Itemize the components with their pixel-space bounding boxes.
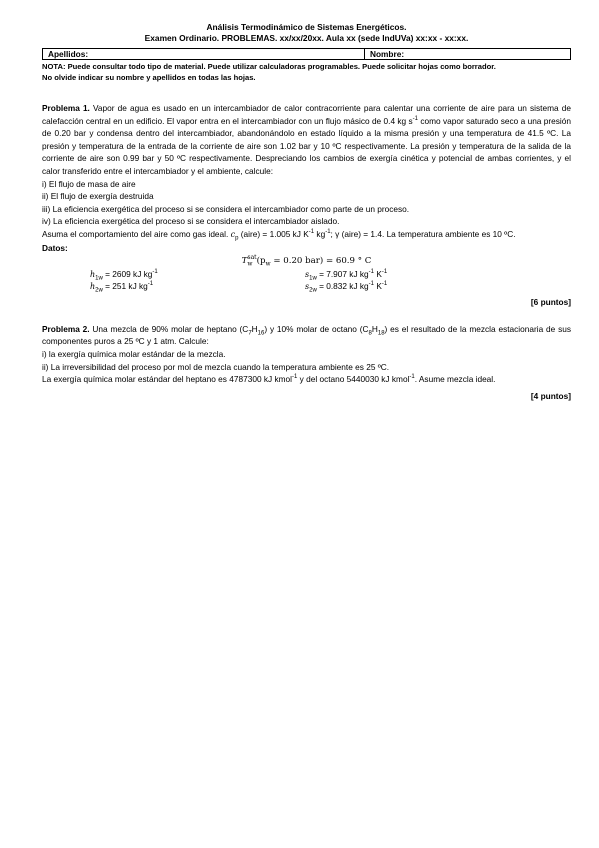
eq-sub: w xyxy=(247,260,253,268)
s1-sup-1: -1 xyxy=(368,269,375,276)
data-row-1 xyxy=(42,268,571,280)
cp-symbol: c xyxy=(230,229,236,239)
p2-final-sup-a: -1 xyxy=(291,374,298,381)
problem-1-sup: -1 xyxy=(412,115,419,122)
p2-sub: 7 xyxy=(248,330,252,337)
air-text-d: ; γ (aire) = 1.4. La temperatura ambiente es 10 ºC. xyxy=(330,228,516,239)
problem-1-points: [6 puntos] xyxy=(530,297,571,308)
problem-1-text-2: como vapor saturado seco a una presión de 0.20 bar y condensa dentro del intercambiador, abandonándolo en estado líquido a la misma presión y una temperatura de 41.5 ºC. La presión y temperatura de la entrada de la corriente de aire son 1.02 bar y 10 ºC respectivamente. La presión y temperatura de la salida de la corriente de aire son 0.99 bar y 50 ºC respectivamente. Despreciando los cambios de exergía cinética y potencial de ambas corrientes, y el calor transferido entre el intercambiador y el ambiente, calcule: xyxy=(42,115,571,176)
eq-rhs: (p xyxy=(256,256,266,267)
problem-1-item: ii) El flujo de exergía destruida xyxy=(42,191,154,202)
air-text-a: Asuma el comportamiento del aire como gas ideal. xyxy=(42,228,231,239)
air-properties xyxy=(42,228,571,242)
h1-val: = 2609 kJ kg xyxy=(102,269,153,280)
p2-t1: Una mezcla de 90% molar de heptano (C xyxy=(89,323,249,334)
p2-final-a: La exergía química molar estándar del heptano es 4787300 kJ kmol xyxy=(42,374,292,385)
datos-label: Datos: xyxy=(42,242,68,253)
nombre-field[interactable] xyxy=(365,49,571,60)
student-id-table xyxy=(42,48,571,60)
p2-t2: ) y 10% molar de octano (C xyxy=(264,323,369,334)
h1-sub: 1w xyxy=(95,275,103,282)
p2-sub: 8 xyxy=(368,330,372,337)
h2w-value xyxy=(90,280,153,294)
s2w-value xyxy=(305,280,387,294)
h2-val: = 251 kJ kg xyxy=(102,281,148,292)
eq-rhs-sub: w xyxy=(265,260,271,268)
h-symbol: h xyxy=(90,270,96,280)
h1-sup: -1 xyxy=(152,269,158,276)
h-symbol: h xyxy=(90,282,96,292)
air-text-c: kg xyxy=(314,228,326,239)
problem-1 xyxy=(42,102,571,309)
exam-subtitle: Examen Ordinario. PROBLEMAS. xx/xx/20xx. Aula xx (sede IndUVa) xx:xx - xx:xx. xyxy=(144,33,469,43)
problem-2-statement xyxy=(42,323,571,348)
problem-1-label: Problema 1. xyxy=(42,103,90,113)
p2-final-sup-b: -1 xyxy=(409,374,415,381)
s1-sub: 1w xyxy=(309,275,317,282)
data-row-2 xyxy=(42,280,571,292)
s2-sup-1: -1 xyxy=(368,281,375,288)
s1-sup-2: -1 xyxy=(381,269,388,276)
s1-val-2: K xyxy=(374,269,382,280)
problem-2-final xyxy=(42,373,571,386)
apellidos-label: Apellidos: xyxy=(48,49,89,59)
s-symbol: s xyxy=(305,270,310,280)
problem-2-item: i) la exergía química molar estándar de la mezcla. xyxy=(42,348,226,359)
p2-sub: 18 xyxy=(377,330,385,337)
nombre-label: Nombre: xyxy=(370,49,405,59)
problem-1-statement xyxy=(42,102,571,178)
eq-t: T xyxy=(241,256,248,267)
p2-t3: ) es el resultado de la mezcla estacionaria de sus componentes puros a 25 ºC y 1 atm. Calcule: xyxy=(42,323,572,347)
problem-1-item: iii) La eficiencia exergética del proceso si se considera el intercambiador como parte de un proceso. xyxy=(42,203,410,214)
problem-1-item: iv) La eficiencia exergética del proceso si se considera el intercambiador aislado. xyxy=(42,216,340,227)
h2-sub: 2w xyxy=(95,287,103,294)
p2-t2b: H xyxy=(371,323,378,334)
exam-title: Análisis Termodinámico de Sistemas Energéticos. xyxy=(206,22,407,32)
s2-val-2: K xyxy=(374,281,382,292)
exam-page xyxy=(42,22,571,402)
p2-final-b: y del octano 5440030 kJ kmol xyxy=(297,374,410,385)
air-text-b: (aire) = 1.005 kJ K xyxy=(238,228,309,239)
eq-sup: sat xyxy=(247,254,257,262)
apellidos-field[interactable] xyxy=(43,49,365,60)
problem-1-item: i) El flujo de masa de aire xyxy=(42,178,136,189)
problem-2-label: Problema 2. xyxy=(42,323,90,334)
problem-1-text: Vapor de agua es usado en un intercambiador de calor contracorriente para calentar una corriente de aire para un sistema de calefacción central en un edificio. El vapor entra en el intercambiador con un flujo másico de 0.4 kg s xyxy=(42,103,571,126)
exam-note xyxy=(42,61,571,83)
p2-final-c: . Asume mezcla ideal. xyxy=(414,374,496,385)
p2-sub: 16 xyxy=(257,330,265,337)
eq-rhs-2: = 0.20 bar) = 60.9 ° C xyxy=(270,256,372,267)
note-line-1: NOTA: Puede consultar todo tipo de material. Puede utilizar calculadoras programables. Puede solicitar hojas como borrador. xyxy=(42,62,496,71)
s2-val: = 0.832 kJ kg xyxy=(316,281,369,292)
s2-sup-2: -1 xyxy=(381,281,388,288)
air-sup-c: -1 xyxy=(325,229,331,236)
h2-sup: -1 xyxy=(147,281,154,288)
s2-sub: 2w xyxy=(309,287,317,294)
saturation-equation xyxy=(42,254,571,268)
problem-2-points: [4 puntos] xyxy=(530,390,571,401)
p2-t1b: H xyxy=(251,323,258,334)
s1-val: = 7.907 kJ kg xyxy=(316,269,369,280)
air-sup-b: -1 xyxy=(308,229,315,236)
s-symbol: s xyxy=(305,282,310,292)
cp-sub: p xyxy=(235,235,239,242)
note-line-2: No olvide indicar su nombre y apellidos en todas las hojas. xyxy=(42,73,256,82)
problem-2 xyxy=(42,323,571,403)
problem-2-item: ii) La irreversibilidad del proceso por mol de mezcla cuando la temperatura ambiente es 25 ºC. xyxy=(42,361,390,372)
